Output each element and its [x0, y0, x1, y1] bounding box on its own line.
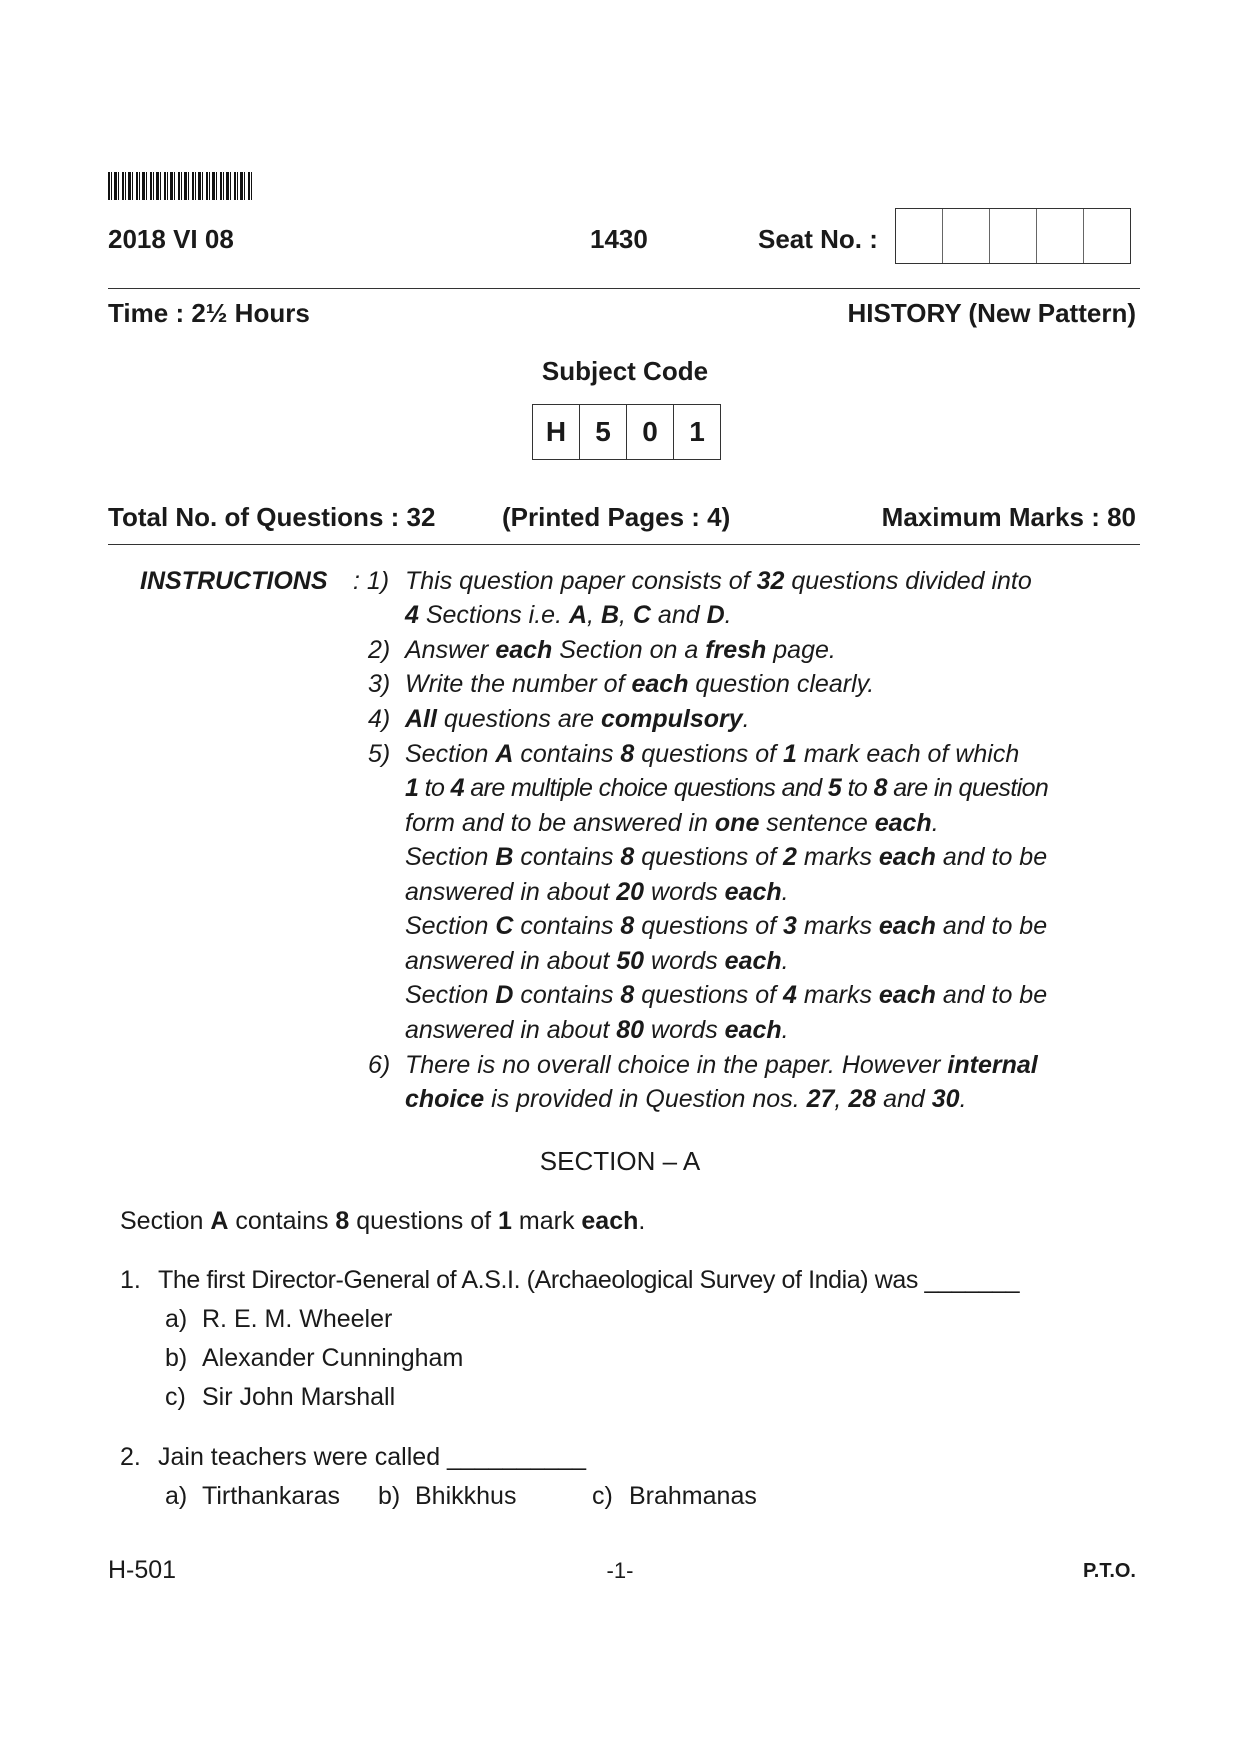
instruction-6-line-1: There is no overall choice in the paper. However internal [405, 1051, 1038, 1079]
option-text: Sir John Marshall [202, 1383, 396, 1411]
option-label: c) [165, 1383, 186, 1411]
instruction-5-line-3: form and to be answered in one sentence each. [405, 809, 939, 837]
divider [108, 288, 1140, 289]
instruction-1-line-2: 4 Sections i.e. A, B, C and D. [405, 601, 732, 629]
option-label: c) [592, 1482, 613, 1510]
instructions-label: INSTRUCTIONS [140, 567, 328, 595]
instruction-1-line-1: This question paper consists of 32 questions divided into [405, 567, 1032, 595]
option-label: b) [165, 1344, 188, 1372]
section-intro: Section A contains 8 questions of 1 mark each. [120, 1207, 646, 1235]
instruction-5-line-2: 1 to 4 are multiple choice questions and 5 to 8 are in question [405, 774, 1049, 802]
paper-number: 1430 [590, 224, 648, 254]
instruction-5-line-1: Section A contains 8 questions of 1 mark each of which [405, 740, 1020, 768]
seat-number-boxes [895, 208, 1131, 264]
instruction-number: 4) [368, 705, 391, 733]
instruction-number: 2) [368, 636, 391, 664]
instruction-number: : 1) [353, 567, 390, 595]
instruction-4: All questions are compulsory. [405, 705, 750, 733]
option-text: R. E. M. Wheeler [202, 1305, 393, 1333]
subject-title: HISTORY (New Pattern) [847, 298, 1136, 328]
seat-label: Seat No. : [758, 224, 878, 254]
time-label: Time : 2½ Hours [108, 298, 310, 328]
option-text: Brahmanas [629, 1482, 757, 1510]
barcode [108, 172, 252, 200]
section-title: SECTION – A [539, 1146, 701, 1176]
option-label: b) [378, 1482, 401, 1510]
seat-box[interactable] [1037, 209, 1084, 263]
seat-box[interactable] [896, 209, 943, 263]
page-number: -1- [606, 1558, 634, 1583]
printed-pages: (Printed Pages : 4) [502, 502, 731, 532]
question-text: Jain teachers were called __________ [158, 1443, 587, 1471]
instruction-section-c-line-1: Section C contains 8 questions of 3 marks each and to be [405, 912, 1048, 940]
instruction-section-c-line-2: answered in about 50 words each. [405, 947, 789, 975]
instruction-6-line-2: choice is provided in Question nos. 27, 28 and 30. [405, 1085, 967, 1113]
instruction-section-d-line-2: answered in about 80 words each. [405, 1016, 789, 1044]
question-text: The first Director-General of A.S.I. (Archaeological Survey of India) was _______ [158, 1266, 1020, 1294]
option-label: a) [165, 1305, 188, 1333]
pto-label: P.T.O. [1083, 1560, 1136, 1582]
seat-box[interactable] [1084, 209, 1130, 263]
question-number: 1. [120, 1266, 141, 1294]
option-text: Alexander Cunningham [202, 1344, 464, 1372]
instruction-number: 6) [368, 1051, 391, 1079]
paper-code: 2018 VI 08 [108, 224, 234, 254]
footer-code: H-501 [108, 1556, 177, 1584]
instruction-number: 5) [368, 740, 391, 768]
question-number: 2. [120, 1443, 141, 1471]
total-questions: Total No. of Questions : 32 [108, 502, 436, 532]
instruction-section-b-line-2: answered in about 20 words each. [405, 878, 789, 906]
option-text: Bhikkhus [415, 1482, 517, 1510]
code-digit: H [533, 405, 580, 459]
option-text: Tirthankaras [202, 1482, 341, 1510]
code-digit: 1 [689, 416, 705, 447]
subject-code-boxes [532, 404, 721, 460]
maximum-marks: Maximum Marks : 80 [881, 502, 1136, 532]
divider [108, 544, 1140, 545]
seat-box[interactable] [990, 209, 1037, 263]
instruction-section-b-line-1: Section B contains 8 questions of 2 marks each and to be [405, 843, 1048, 871]
option-label: a) [165, 1482, 188, 1510]
instruction-2: Answer each Section on a fresh page. [405, 636, 836, 664]
subject-code-label: Subject Code [541, 356, 709, 386]
seat-box[interactable] [943, 209, 990, 263]
instruction-number: 3) [368, 670, 391, 698]
instruction-section-d-line-1: Section D contains 8 questions of 4 marks each and to be [405, 981, 1048, 1009]
code-digit: 5 [580, 405, 627, 459]
code-digit: 0 [627, 405, 674, 459]
instruction-3: Write the number of each question clearly. [405, 670, 875, 698]
